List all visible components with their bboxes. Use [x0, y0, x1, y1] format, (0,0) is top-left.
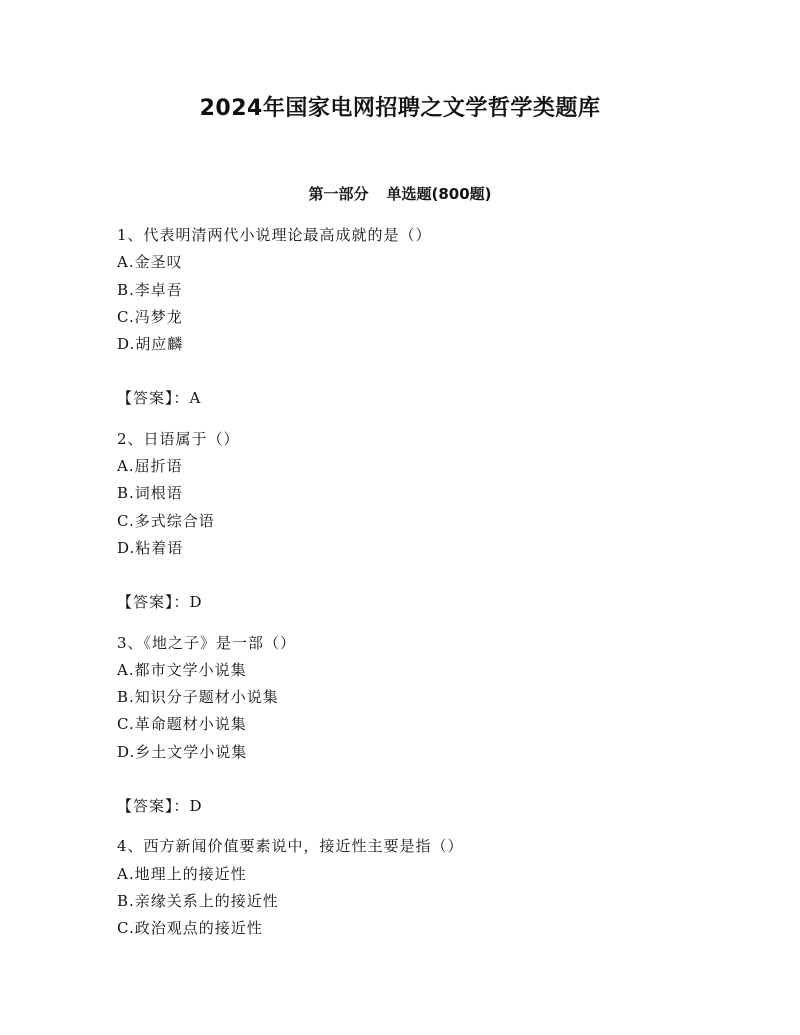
section-part: 第一部分 [308, 185, 369, 203]
question-stem: 3、《地之子》是一部（） [117, 633, 297, 652]
option-a: A.屈折语 [117, 457, 183, 476]
answer-row [117, 793, 717, 820]
option-c: C.冯梦龙 [117, 307, 183, 326]
answer-value: D [189, 797, 203, 816]
question-list [117, 222, 717, 943]
option-d: D.胡应麟 [117, 335, 184, 354]
question-stem: 2、日语属于（） [117, 429, 240, 448]
section-name: 单选题(800题) [386, 185, 492, 203]
answer-value: D [189, 593, 203, 612]
answer-row [117, 589, 717, 616]
option-b: B.知识分子题材小说集 [117, 688, 279, 707]
option-a: A.都市文学小说集 [117, 660, 247, 679]
option-c: C.政治观点的接近性 [117, 919, 263, 938]
question-stem: 4、西方新闻价值要素说中，接近性主要是指（） [117, 837, 464, 856]
document-title: 2024年国家电网招聘之文学哲学类题库 [199, 96, 601, 121]
answer-label: 【答案】： [117, 389, 190, 408]
option-b: B.李卓吾 [117, 280, 183, 299]
option-c: C.多式综合语 [117, 511, 215, 530]
question-3 [117, 630, 717, 821]
question-4 [117, 833, 717, 942]
option-a: A.金圣叹 [117, 253, 183, 272]
option-c: C.革命题材小说集 [117, 715, 247, 734]
answer-label: 【答案】： [117, 593, 190, 612]
option-b: B.亲缘关系上的接近性 [117, 891, 279, 910]
option-b: B.词根语 [117, 484, 183, 503]
option-d: D.乡土文学小说集 [117, 742, 248, 761]
option-a: A.地理上的接近性 [117, 864, 247, 883]
option-d: D.粘着语 [117, 538, 184, 557]
question-stem: 1、代表明清两代小说理论最高成就的是（） [117, 226, 432, 244]
question-1 [117, 222, 717, 413]
question-2 [117, 426, 717, 617]
answer-value: A [189, 389, 202, 408]
section-title [0, 180, 800, 208]
answer-label: 【答案】： [117, 797, 190, 816]
answer-row [117, 385, 717, 412]
